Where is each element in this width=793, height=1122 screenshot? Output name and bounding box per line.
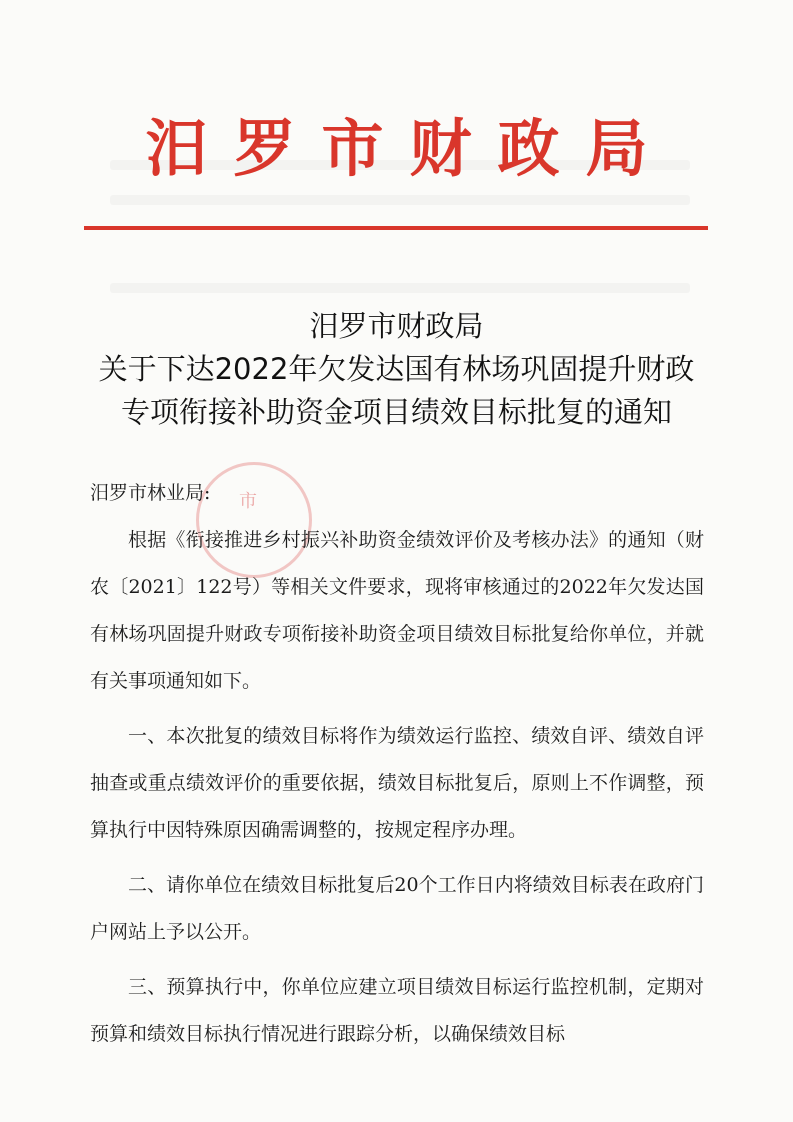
- letterhead: 汨罗市财政局: [145, 112, 674, 185]
- show-through-line: [110, 195, 690, 205]
- paragraph-item-1: 一、本次批复的绩效目标将作为绩效运行监控、绩效自评、绩效自评抽查或重点绩效评价的重要依据，绩效目标批复后，原则上不作调整，预算执行中因特殊原因确需调整的，按规定程序办理。: [90, 725, 704, 841]
- paragraph-intro: 根据《衔接推进乡村振兴补助资金绩效评价及考核办法》的通知（财农〔2021〕122号）等相关文件要求，现将审核通过的2022年欠发达国有林场巩固提升财政专项衔接补助资金项目绩效目标批复给你单位，并就有关事项通知如下。: [90, 529, 704, 692]
- document-body: [90, 470, 704, 1066]
- title-line-1: 汨罗市财政局: [309, 309, 484, 343]
- letterhead-rule: [84, 226, 708, 230]
- seal-text: 市: [239, 491, 257, 512]
- paragraph-item-3: 三、预算执行中，你单位应建立项目绩效目标运行监控机制，定期对预算和绩效目标执行情况进行跟踪分析，以确保绩效目标: [90, 976, 704, 1045]
- paragraph-item-2: 二、请你单位在绩效目标批复后20个工作日内将绩效目标表在政府门户网站上予以公开。: [90, 874, 704, 943]
- show-through-line: [110, 283, 690, 293]
- title-line-2: 关于下达2022年欠发达国有林场巩固提升财政: [98, 352, 695, 386]
- title-line-3: 专项衔接补助资金项目绩效目标批复的通知: [120, 395, 672, 429]
- addressee: 汨罗市林业局:: [90, 482, 211, 504]
- document-title: [60, 305, 733, 434]
